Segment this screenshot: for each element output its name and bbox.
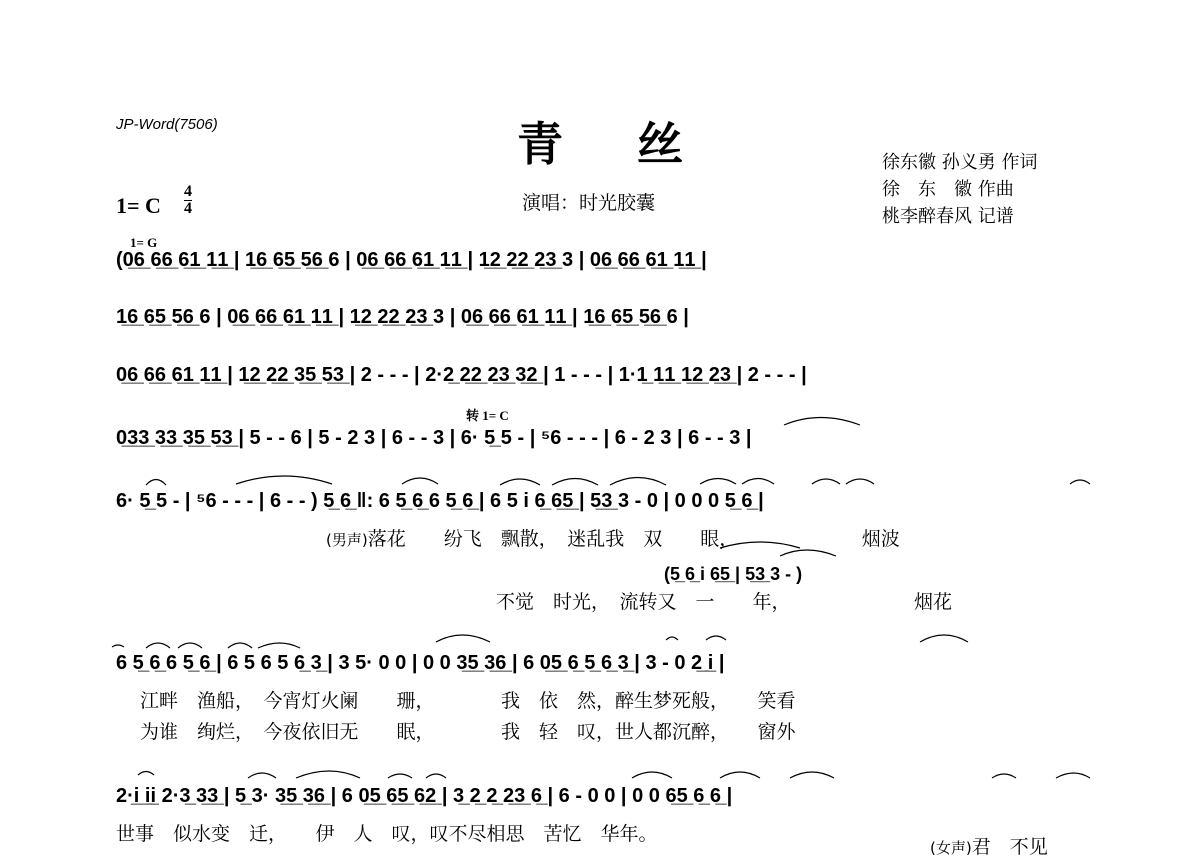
- lyric-line: 君 不见: [971, 836, 1048, 858]
- key-signature: 1= C: [116, 193, 161, 218]
- song-title: 青丝: [517, 117, 757, 171]
- key-change-label: 转 1= C: [466, 408, 509, 423]
- female-voice-label: (女声): [930, 839, 972, 857]
- lyric-line: 落花 纷飞 飘散， 迷乱我 双 眼， 烟波: [367, 528, 900, 550]
- lyric-line: 世事 似水变 迁， 伊 人 叹，叹不尽相思 苦忆 华年。: [116, 823, 658, 845]
- score-line-2: 1̲6̲ 6̲5̲ 5̲6̲ 6 | 0̲6̲ 6̲6̲ 6̲1̲ 1̲1̲ | 1̲2̲ 2̲2̲ 2̲3̲ 3 | 0̲6̲ 6̲6̲ 6̲1̲ 1̲1̲ | 1̲6̲ 6̲5̲ 5̲6̲ 6 |: [116, 306, 689, 328]
- meter-bottom: 4: [184, 200, 192, 217]
- score-line-5: 6· 5̲ 5 - | ⁵6 - - - | 6 - - ) 5̲ 6̲ ‖: 6 5̲ 6̲ 6 5̲ 6̲ | 6 5 i 6̲ 6̲5̲ | 5̲3̲ 3 - 0 | 0 0 0 5̲ 6̲ |: [116, 490, 764, 512]
- lyric-line: 为谁 绚烂， 今夜依旧无 眠， 我 轻 叹，世人都沉醉， 窗外: [140, 721, 796, 743]
- lyricist-credit: 徐东徽 孙义勇 作词: [882, 152, 1038, 173]
- lyric-line: 江畔 渔船， 今宵灯火阑 珊， 我 依 然，醉生梦死般， 笑看: [140, 690, 796, 712]
- transcriber-credit: 桃李醉春风 记谱: [882, 206, 1014, 227]
- lyric-line: 不觉 时光， 流转又 一 年， 烟花: [496, 591, 953, 613]
- score-line-4: 0̲3̲3̲ 3̲3̲ 3̲5̲ 5̲3̲ | 5 - - 6 | 5 - 2 3 | 6 - - 3 | 6· 5̲ 5 - | ⁵6 - - - | 6 - 2 3 | 6 - - 3 |: [116, 427, 752, 449]
- source-label: JP-Word(7506): [116, 116, 218, 133]
- male-voice-label: (男声): [326, 531, 368, 549]
- score-line-6: 6 5̲ 6̲ 6 5̲ 6̲ | 6 5 6 5 6̲ 3̲ | 3 5· 0 0 | 0 0 3̲5̲ 3̲6̲ | 6 0̲5̲ 6̲ 5̲ 6̲ 3̲ | 3 - 0 2̲ i̲ |: [116, 652, 725, 674]
- singer-credit: 演唱：时光胶囊: [522, 192, 656, 214]
- inline-notation: (5̲ 6̲ i 6̲5̲ | 5̲3̲ 3 - ): [664, 564, 803, 584]
- score-line-7: 2·i̲ i̲i̲ 2·3̲ 3̲3̲ | 5̲ 3· 3̲5̲ 3̲6̲ | 6 0̲5̲ 6̲5̲ 6̲2̲ | 3̲ 2̲ 2̲ 2̲3̲ 6̲ | 6 - 0 0 | 0 0 6̲5̲ 6̲ 6̲ |: [116, 785, 733, 807]
- score-line-3: 0̲6̲ 6̲6̲ 6̲1̲ 1̲1̲ | 1̲2̲ 2̲2̲ 3̲5̲ 5̲3̲ | 2 - - - | 2·2̲ 2̲2̲ 2̲3̲ 3̲2̲ | 1 - - - | 1·1̲ 1̲1̲ 1̲2̲ 2̲3̲ | 2 - - - |: [116, 364, 807, 386]
- key-change-label: 1= G: [130, 235, 158, 250]
- meter-top: 4: [184, 183, 192, 200]
- composer-credit: 徐 东 徽 作曲: [882, 179, 1014, 200]
- score-line-1: (0̲6̲ 6̲6̲ 6̲1̲ 1̲1̲ | 1̲6̲ 6̲5̲ 5̲6̲ 6 | 0̲6̲ 6̲6̲ 6̲1̲ 1̲1̲ | 1̲2̲ 2̲2̲ 2̲3̲ 3 | 0̲6̲ 6̲6̲ 6̲1̲ 1̲1̲ |: [116, 249, 707, 271]
